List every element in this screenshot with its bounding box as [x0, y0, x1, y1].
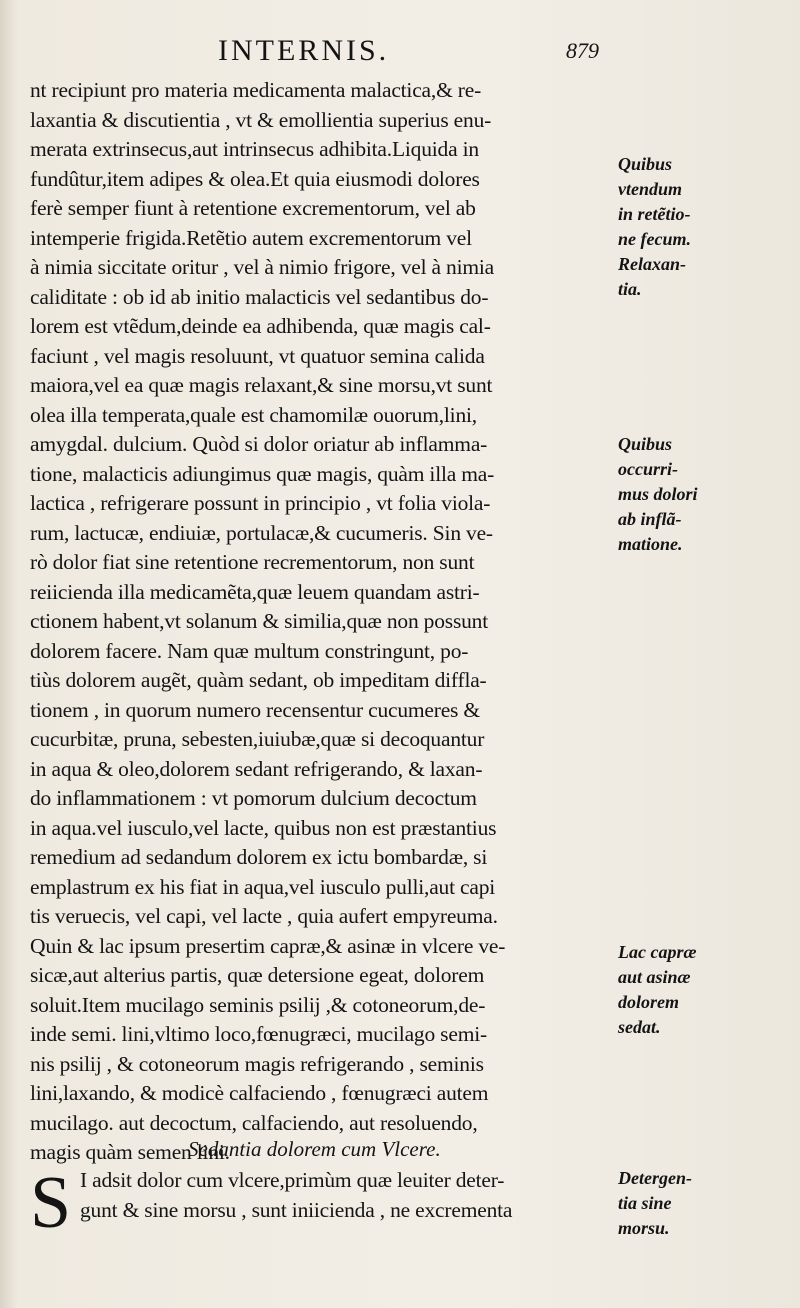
text-line: maiora,vel ea quæ magis relaxant,& sine morsu,vt sunt: [30, 373, 493, 397]
text-line: emplastrum ex his fiat in aqua,vel iusculo pulli,aut capi: [30, 874, 496, 899]
margin-note-line: tia.: [618, 279, 642, 299]
text-line: tiùs dolorem augẽt, quàm sedant, ob impeditam diffla-: [30, 668, 487, 692]
text-line: laxantia & discutientia , vt & emollientia superius enu-: [30, 107, 492, 132]
text-line: olea illa temperata,quale est chamomilæ ouorum,lini,: [30, 402, 477, 427]
margin-note-line: ne fecum.: [618, 229, 691, 249]
text-line: in aqua.vel iusculo,vel lacte, quibus non est præstantius: [30, 815, 497, 840]
margin-note-line: occurri-: [618, 459, 678, 479]
text-line: rò dolor fiat sine retentione recrementorum, non sunt: [30, 550, 475, 574]
margin-note-line: sedat.: [618, 1017, 661, 1037]
margin-note-line: aut asinæ: [618, 967, 691, 987]
text-line: mucilago. aut decoctum, calfaciendo, aut resoluendo,: [30, 1110, 478, 1135]
text-line: tionem , in quorum numero recensentur cucumeres &: [30, 697, 480, 722]
section-text-block: [80, 1166, 512, 1225]
text-line: do inflammationem : vt pomorum dulcium decoctum: [30, 786, 477, 810]
text-line: ferè semper fiunt à retentione excrementorum, vel ab: [30, 196, 476, 220]
text-line: sicæ,aut alterius partis, quæ detersione egeat, dolorem: [30, 963, 485, 987]
text-line: ctionem habent,vt solanum & similia,quæ non possunt: [30, 609, 488, 633]
margin-note-line: tia sine: [618, 1193, 672, 1213]
text-line: gunt & sine morsu , sunt iniicienda , ne excrementa: [80, 1197, 513, 1222]
text-line: Quin & lac ipsum presertim capræ,& asinæ in vlcere ve-: [30, 933, 506, 958]
text-line: dolorem facere. Nam quæ multum constringunt, po-: [30, 638, 469, 663]
text-line: merata extrinsecus,aut intrinsecus adhibita.Liquida in: [30, 137, 479, 161]
margin-note-line: Lac capræ: [618, 942, 697, 962]
text-line: nt recipiunt pro materia medicamenta malactica,& re-: [30, 78, 482, 102]
text-line: rum, lactucæ, endiuiæ, portulacæ,& cucumeris. Sin ve-: [30, 520, 493, 545]
drop-cap: S: [30, 1162, 72, 1244]
text-line: intemperie frigida.Retẽtio autem excrementorum vel: [30, 225, 472, 250]
margin-note-detergents: [618, 1166, 793, 1241]
text-line: faciunt , vel magis resoluunt, vt quatuor semina calida: [30, 343, 485, 368]
text-line: remedium ad sedandum dolorem ex ictu bombardæ, si: [30, 845, 488, 869]
margin-note-milk: [618, 940, 793, 1040]
margin-note-line: ab inflã-: [618, 509, 682, 529]
section-subheading: Sedantia dolorem cum Vlcere.: [188, 1137, 441, 1161]
text-line: caliditate : ob id ab initio malacticis vel sedantibus do-: [30, 284, 489, 309]
text-line: soluit.Item mucilago seminis psilij ,& cotoneorum,de-: [30, 992, 486, 1017]
running-head: INTERNIS.: [218, 34, 390, 67]
margin-note-line: morsu.: [618, 1218, 670, 1238]
text-line: fundûtur,item adipes & olea.Et quia eiusmodi dolores: [30, 166, 480, 191]
text-line: tione, malacticis adiungimus quæ magis, quàm illa ma-: [30, 461, 495, 486]
text-line: cucurbitæ, pruna, sebesten,iuiubæ,quæ si decoquantur: [30, 727, 485, 751]
text-line: lini,laxando, & modicè calfaciendo , fœnugræci autem: [30, 1081, 489, 1105]
text-line: nis psilij , & cotoneorum magis refrigerando , seminis: [30, 1051, 484, 1076]
text-line: inde semi. lini,vltimo loco,fœnugræci, mucilago semi-: [30, 1022, 487, 1046]
margin-note-line: Quibus: [618, 154, 673, 174]
margin-note-line: in retẽtio-: [618, 204, 691, 224]
text-line: à nimia siccitate oritur , vel à nimio frigore, vel à nimia: [30, 255, 495, 279]
margin-note-inflammation: [618, 432, 793, 557]
margin-note-line: matione.: [618, 534, 683, 554]
text-line: reiicienda illa medicamẽta,quæ leuem quandam astri-: [30, 579, 480, 604]
text-line: lorem est vtẽdum,deinde ea adhibenda, quæ magis cal-: [30, 314, 491, 338]
margin-note-line: dolorem: [618, 992, 679, 1012]
text-line: tis veruecis, vel capi, vel lacte , quia aufert empyreuma.: [30, 904, 498, 928]
margin-note-line: Quibus: [618, 434, 673, 454]
main-text-block: [30, 76, 620, 1168]
page-header: [0, 30, 800, 70]
text-line: amygdal. dulcium. Quòd si dolor oriatur ab inflamma-: [30, 432, 488, 456]
margin-note-line: vtendum: [618, 179, 683, 199]
text-line: magis quàm semen lini.: [30, 1140, 230, 1164]
margin-note-line: mus dolori: [618, 484, 698, 504]
margin-note-retention: [618, 152, 793, 302]
page-number: 879: [566, 38, 599, 63]
text-line: lactica , refrigerare possunt in principio , vt folia viola-: [30, 491, 491, 515]
margin-note-line: Relaxan-: [618, 254, 687, 274]
text-line: in aqua & oleo,dolorem sedant refrigerando, & laxan-: [30, 756, 483, 781]
text-line: I adsit dolor cum vlcere,primùm quæ leuiter deter-: [80, 1168, 505, 1192]
margin-note-line: Detergen-: [618, 1168, 692, 1188]
